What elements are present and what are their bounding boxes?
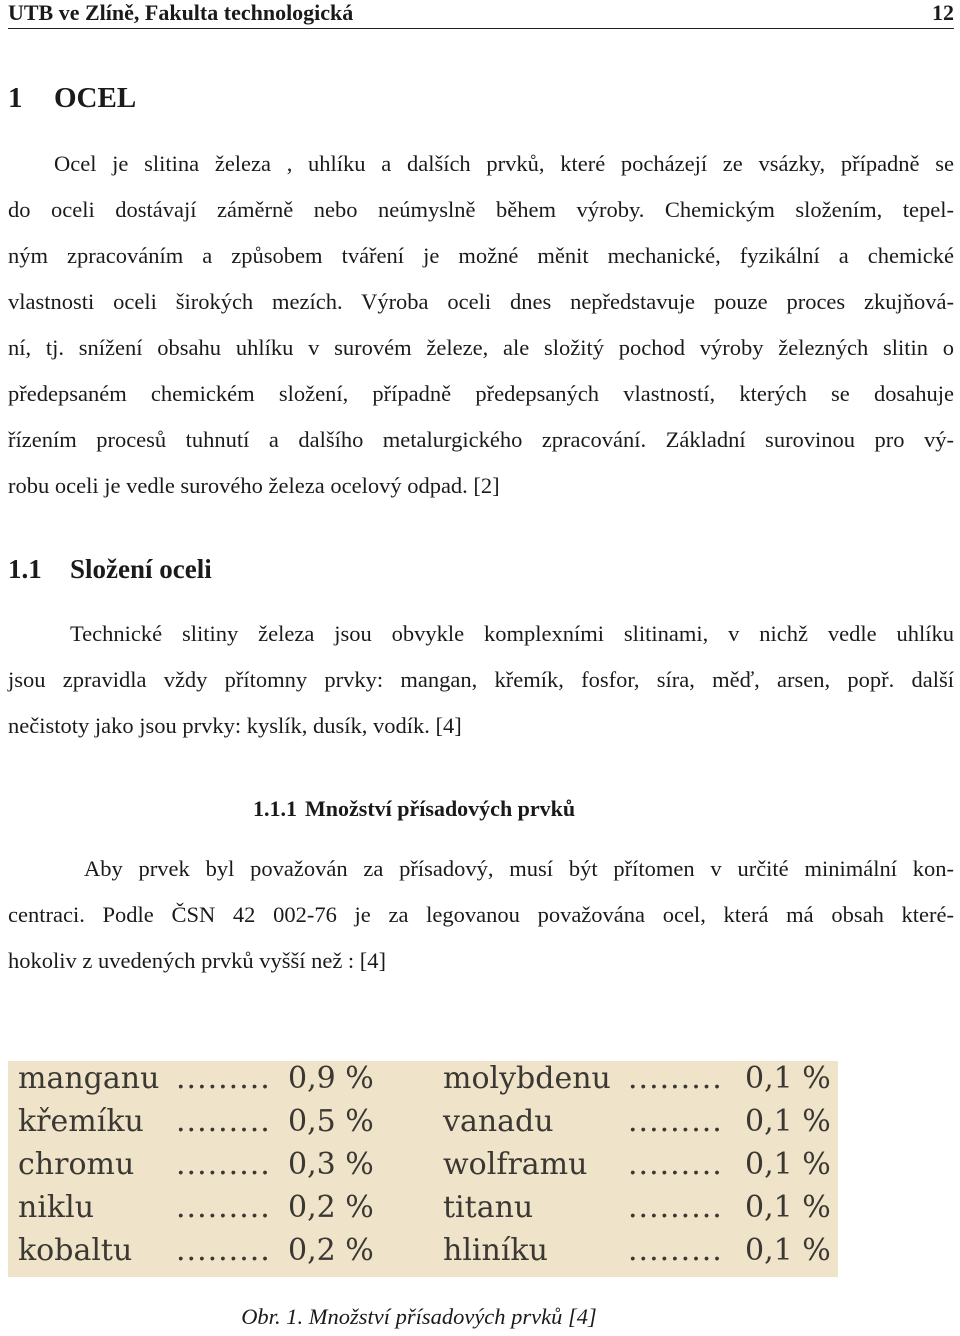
- section-heading: [8, 554, 212, 585]
- element-name: křemíku: [18, 1104, 144, 1139]
- element-value: 0,1 %: [745, 1061, 831, 1096]
- element-name: kobaltu: [18, 1233, 133, 1268]
- chapter-heading: [8, 82, 136, 115]
- paragraph-line: do oceli dostávají záměrně nebo neúmyslně během výroby. Chemickým složením, tepel-: [8, 197, 954, 222]
- element-name: wolframu: [443, 1147, 588, 1182]
- element-value: 0,9 %: [288, 1061, 374, 1096]
- paragraph-line: Aby prvek byl považován za přísadový, musí být přítomen v určité minimální kon-: [84, 856, 954, 881]
- element-name: chromu: [18, 1147, 135, 1182]
- element-value: 0,2 %: [288, 1190, 374, 1225]
- paragraph-mnozstvi: [8, 846, 954, 984]
- paragraph-slozeni: [8, 611, 954, 749]
- header-page-number: 12: [932, 0, 954, 25]
- paragraph-line: ným zpracováním a způsobem tváření je možné měnit mechanické, fyzikální a chemické: [8, 243, 954, 268]
- figure-row: [8, 1147, 838, 1191]
- element-value: 0,1 %: [745, 1190, 831, 1225]
- leader-dots: .........: [176, 1061, 271, 1096]
- element-value: 0,1 %: [745, 1233, 831, 1268]
- paragraph-line: vlastnosti oceli širokých mezích. Výroba oceli dnes nepředstavuje pouze proces zkujňová-: [8, 289, 954, 314]
- figure-row: [8, 1061, 838, 1105]
- element-value: 0,2 %: [288, 1233, 374, 1268]
- figure-row: [8, 1233, 838, 1277]
- figure-caption: Obr. 1. Množství přísadových prvků [4]: [241, 1304, 597, 1329]
- element-name: molybdenu: [443, 1061, 611, 1096]
- paragraph-line: řízením procesů tuhnutí a dalšího metalurgického zpracování. Základní surovinou pro vý-: [8, 427, 954, 452]
- paragraph-line: centraci. Podle ČSN 42 002-76 je za legovanou považována ocel, která má obsah které-: [8, 902, 954, 927]
- paragraph-line: nečistoty jako jsou prvky: kyslík, dusík, vodík. [4]: [8, 713, 462, 738]
- element-value: 0,1 %: [745, 1104, 831, 1139]
- element-name: titanu: [443, 1190, 534, 1225]
- leader-dots: .........: [176, 1233, 271, 1268]
- leader-dots: .........: [628, 1104, 723, 1139]
- alloy-elements-figure: [8, 1061, 838, 1277]
- element-value: 0,5 %: [288, 1104, 374, 1139]
- header-university: UTB ve Zlíně, Fakulta technologická: [8, 0, 354, 25]
- leader-dots: .........: [628, 1233, 723, 1268]
- paragraph-line: jsou zpravidla vždy přítomny prvky: mangan, křemík, fosfor, síra, měď, arsen, popř. další: [8, 667, 954, 692]
- paragraph-line: hokoliv z uvedených prvků vyšší než : [4]: [8, 948, 387, 973]
- subsection-title: Množství přísadových prvků: [305, 796, 576, 821]
- element-name: hliníku: [443, 1233, 548, 1268]
- figure-row: [8, 1104, 838, 1148]
- paragraph-line: Ocel je slitina železa , uhlíku a dalších prvků, které pocházejí ze vsázky, případně se: [54, 151, 954, 176]
- element-name: niklu: [18, 1190, 95, 1225]
- figure-row: [8, 1190, 838, 1234]
- paragraph-line: ní, tj. snížení obsahu uhlíku v surovém železe, ale složitý pochod výroby železných slitin o: [8, 335, 954, 360]
- element-name: manganu: [18, 1061, 160, 1096]
- leader-dots: .........: [176, 1104, 271, 1139]
- chapter-title: OCEL: [54, 82, 137, 114]
- leader-dots: .........: [176, 1147, 271, 1182]
- section-title: Složení oceli: [70, 554, 212, 584]
- page-header: [8, 0, 954, 29]
- leader-dots: .........: [176, 1190, 271, 1225]
- section-number: 1.1: [8, 554, 42, 584]
- chapter-number: 1: [8, 82, 23, 114]
- subsection-heading: [253, 796, 575, 822]
- paragraph-line: předepsaném chemickém složení, případně předepsaných vlastností, kterých se dosahuje: [8, 381, 954, 406]
- paragraph-ocel: [8, 141, 954, 509]
- leader-dots: .........: [628, 1147, 723, 1182]
- paragraph-line: robu oceli je vedle surového železa ocelový odpad. [2]: [8, 473, 500, 498]
- paragraph-line: Technické slitiny železa jsou obvykle komplexními slitinami, v nichž vedle uhlíku: [70, 621, 954, 646]
- element-value: 0,1 %: [745, 1147, 831, 1182]
- element-value: 0,3 %: [288, 1147, 374, 1182]
- leader-dots: .........: [628, 1061, 723, 1096]
- element-name: vanadu: [443, 1104, 554, 1139]
- subsection-number: 1.1.1: [253, 796, 297, 821]
- leader-dots: .........: [628, 1190, 723, 1225]
